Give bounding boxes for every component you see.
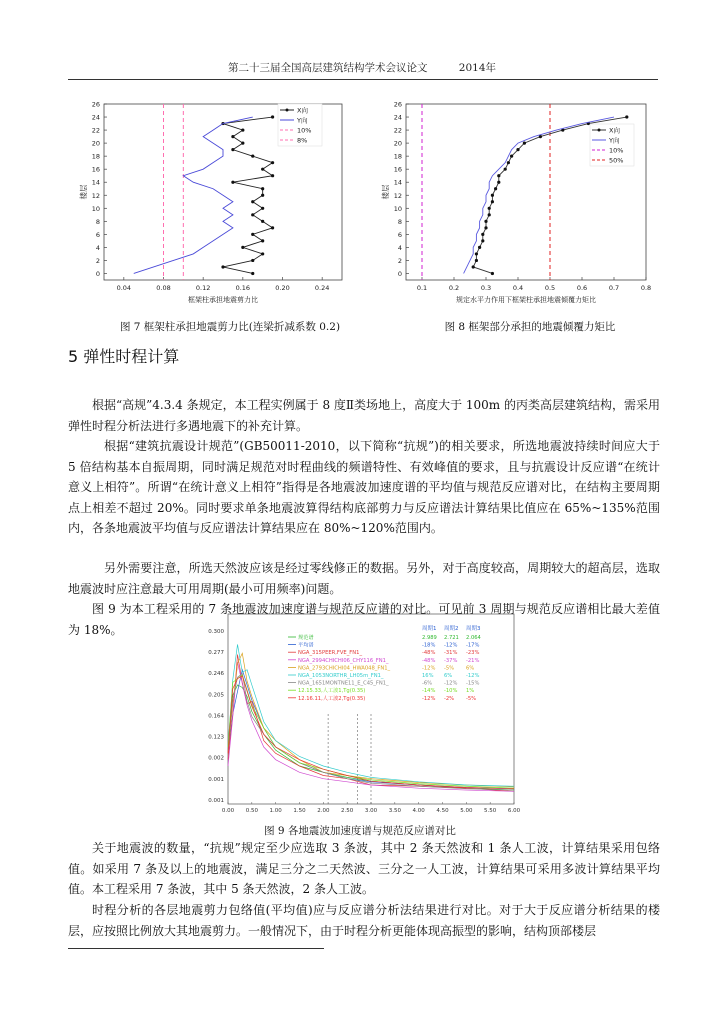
y-tick-label: 12 xyxy=(393,191,402,200)
y-tick-label: 26 xyxy=(393,100,402,109)
y-tick-label: 8 xyxy=(397,217,402,226)
y-tick-label: 0.205 xyxy=(208,692,224,699)
x-tick-label: 0.6 xyxy=(576,284,588,292)
data-point xyxy=(523,142,526,145)
x-tick-label: 0.24 xyxy=(314,284,330,292)
legend-value: -31% xyxy=(444,650,458,657)
figure-9-caption: 图 9 各地震波加速度谱与规范反应谱对比 xyxy=(264,825,456,837)
data-point xyxy=(221,265,224,268)
y-tick-label: 0.277 xyxy=(208,650,224,657)
legend-value: 1% xyxy=(466,688,475,695)
data-point xyxy=(491,200,494,203)
conference-title: 第二十三届全国高层建筑结构学术会议论文 xyxy=(227,62,428,74)
y-axis-label: 楼层 xyxy=(79,184,88,200)
x-tick-label: 0.2 xyxy=(448,284,460,292)
y-tick-label: 22 xyxy=(91,126,100,135)
data-point xyxy=(251,272,254,275)
x-tick-label: 0.1 xyxy=(416,284,428,292)
table-header: 周期2 xyxy=(444,626,459,632)
data-point xyxy=(494,187,497,190)
data-point xyxy=(488,207,491,210)
paragraph-2: 根据“建筑抗震设计规范”(GB50011-2010，以下简称“抗规”)的相关要求，所选地震波持续时间应大于 5 倍结构基本自振周期，同时满足规范对时程曲线的频谱特性、有效峰值的要求，且与抗震设计反应谱“在统计意义上相符”。所谓“在统计意义上相符”指得是各地震波加速度谱的平均值与规范反应谱对比，在结构主要周期点上相差不超过 20%。同时要求单条地震波算得结构底部剪力与反应谱法计算结果比值应在 65%~135%范围内，各条地震波平均值与反应谱法计算结果应在 80%~120%范围内。 xyxy=(68,439,660,535)
data-point xyxy=(231,181,234,184)
legend-value: 2.721 xyxy=(444,635,459,641)
legend-label: Y向 xyxy=(297,116,308,125)
data-point xyxy=(261,187,264,190)
data-point xyxy=(491,194,494,197)
y-tick-label: 6 xyxy=(397,230,402,239)
y-tick-label: 2 xyxy=(397,256,402,265)
x-tick-label: 4.50 xyxy=(436,808,449,814)
figure-8-caption: 图 8 框架部分承担的地震倾覆力矩比 xyxy=(444,321,616,333)
table-header: 周期3 xyxy=(466,626,481,632)
y-tick-label: 0.002 xyxy=(208,755,224,762)
x-tick-label: 0.00 xyxy=(221,808,235,814)
data-point xyxy=(241,128,244,131)
data-point xyxy=(271,174,274,177)
y-tick-label: 26 xyxy=(91,100,100,109)
figure-7-caption: 图 7 框架柱承担地震剪力比(连梁折减系数 0.2) xyxy=(119,321,341,333)
section-title: 5 弹性时程计算 xyxy=(68,347,180,366)
x-tick-label: 6.00 xyxy=(507,808,521,814)
paragraph-6: 时程分析的各层地震剪力包络值(平均值)应与反应谱分析法结果进行对比。对于大于反应谱分析结果的楼层，应按照比例放大其地震剪力。一般情况下，由于时程分析更能体现高振型的影响，结构顶部楼层 xyxy=(68,903,660,938)
legend-label: NGA_1053NORTHR_LH05m_FN1_ xyxy=(298,673,384,679)
data-point xyxy=(516,148,519,151)
figure-7-chart xyxy=(74,96,354,314)
legend-value: -21% xyxy=(466,657,480,664)
x-tick-label: 0.20 xyxy=(275,284,290,292)
data-point xyxy=(472,265,475,268)
data-point xyxy=(271,115,274,118)
legend-value: -18% xyxy=(422,642,436,649)
x-tick-label: 0.04 xyxy=(116,284,132,292)
x-tick-label: 1.50 xyxy=(293,808,306,814)
legend-value: -5% xyxy=(466,695,477,702)
y-tick-label: 14 xyxy=(91,178,100,187)
x-tick-label: 2.50 xyxy=(341,808,354,814)
y-tick-label: 0 xyxy=(95,269,100,278)
x-tick-label: 5.00 xyxy=(460,808,473,814)
y-tick-label: 0.300 xyxy=(208,629,224,635)
x-tick-label: 1.00 xyxy=(269,808,282,814)
series-line-X向 xyxy=(223,117,273,273)
legend-label: 50% xyxy=(609,156,624,165)
legend-value: -10% xyxy=(444,688,458,695)
legend-value: -14% xyxy=(422,688,436,695)
legend-value: -48% xyxy=(422,650,436,657)
data-point xyxy=(507,161,510,164)
y-tick-label: 14 xyxy=(393,178,402,187)
legend-value: 6% xyxy=(444,673,453,679)
x-tick-label: 0.3 xyxy=(480,284,492,292)
data-point xyxy=(251,259,254,262)
y-tick-label: 6 xyxy=(95,230,100,239)
legend-label: Y向 xyxy=(609,136,620,145)
y-tick-label: 0.164 xyxy=(208,713,224,720)
data-point xyxy=(231,148,234,151)
x-tick-label: 0.7 xyxy=(608,284,620,292)
y-tick-label: 12 xyxy=(91,191,100,200)
y-tick-label: 8 xyxy=(95,217,100,226)
legend-label: 平均谱 xyxy=(298,642,314,649)
data-point xyxy=(491,272,494,275)
legend-label: X向 xyxy=(297,106,308,115)
legend-value: -5% xyxy=(444,665,455,672)
legend-value: -2% xyxy=(444,695,455,702)
x-tick-label: 0.16 xyxy=(235,284,251,292)
series-line-Y向 xyxy=(134,117,253,273)
data-point xyxy=(488,213,491,216)
data-point xyxy=(241,142,244,145)
legend-label: X向 xyxy=(609,126,620,135)
y-tick-label: 20 xyxy=(91,139,100,148)
y-tick-label: 0.246 xyxy=(208,671,224,678)
legend-value: -12% xyxy=(466,673,480,679)
year: 2014年 xyxy=(458,62,497,74)
data-point xyxy=(261,239,264,242)
y-tick-label: 20 xyxy=(393,139,402,148)
legend-value: 6% xyxy=(466,665,475,672)
y-tick-label: 0.001 xyxy=(208,797,224,804)
legend-value: -12% xyxy=(422,665,436,672)
legend-label: NGA_315PEER,FVE_FN1_ xyxy=(298,650,363,657)
legend-label: 8% xyxy=(297,136,308,145)
x-tick-label: 0.08 xyxy=(156,284,171,292)
data-point xyxy=(271,226,274,229)
x-tick-label: 5.50 xyxy=(484,808,497,814)
data-point xyxy=(475,252,478,255)
x-tick-label: 0.4 xyxy=(512,284,524,292)
legend-marker xyxy=(286,109,289,112)
y-tick-label: 16 xyxy=(393,165,402,174)
paragraph-5: 关于地震波的数量，“抗规”规定至少应选取 3 条波，其中 2 条天然波和 1 条人工波，计算结果采用包络值。如采用 7 条及以上的地震波，满足三分之二天然波、三分之一人工波，计算结果可采用多波计算结果平均值。本工程采用 7 条波，其中 5 条天然波，2 条人工波。 xyxy=(68,841,660,896)
legend-label: 10% xyxy=(609,146,624,155)
data-point xyxy=(478,246,481,249)
x-tick-label: 4.00 xyxy=(412,808,425,814)
legend-label: 规范谱 xyxy=(298,635,314,641)
x-tick-label: 0.5 xyxy=(544,284,556,292)
data-point xyxy=(251,213,254,216)
paragraph-4: 图 9 为本工程采用的 7 条地震波加速度谱与规范反应谱的对比。可见前 3 周期与规范反应谱相比最大差值为 18%。 xyxy=(68,602,660,637)
legend-label: NGA_2793CHICHI04_HWA048_FN1_ xyxy=(298,665,391,672)
data-point xyxy=(475,259,478,262)
y-tick-label: 16 xyxy=(91,165,100,174)
legend-value: -6% xyxy=(422,680,433,687)
legend-value: -12% xyxy=(422,695,436,702)
paragraph-3: 另外需要注意，所选天然波应该是经过零线修正的数据。另外，对于高度较高，周期较大的超高层，选取地震波时应注意最大可用周期(最小可用频率)问题。 xyxy=(68,561,660,596)
data-point xyxy=(625,115,628,118)
y-tick-label: 24 xyxy=(91,113,100,122)
data-point xyxy=(497,174,500,177)
legend-value: 2.989 xyxy=(422,635,437,641)
legend-value: -12% xyxy=(444,680,458,687)
legend-label: NGA_2994CHICHI06_CHY116_FN1_ xyxy=(298,657,389,664)
y-tick-label: 10 xyxy=(393,204,402,213)
data-point xyxy=(241,246,244,249)
footnote-rule xyxy=(68,948,324,949)
legend-label: NGA_1651MONTNE11_E_C45_FN1_ xyxy=(298,680,389,687)
y-tick-label: 0.001 xyxy=(208,776,224,783)
y-tick-label: 0.123 xyxy=(208,734,224,741)
data-point xyxy=(510,155,513,158)
data-point xyxy=(261,207,264,210)
table-header: 周期1 xyxy=(422,626,437,632)
data-point xyxy=(271,161,274,164)
legend-value: 2.064 xyxy=(466,635,481,641)
y-tick-label: 18 xyxy=(91,152,100,161)
x-tick-label: 0.50 xyxy=(245,808,258,814)
y-axis-label: 楼层 xyxy=(381,184,390,200)
legend-value: -12% xyxy=(444,642,458,649)
figure-8-chart xyxy=(374,96,659,314)
data-point xyxy=(261,252,264,255)
x-tick-label: 0.8 xyxy=(640,284,652,292)
legend-value: 16% xyxy=(422,673,434,679)
y-tick-label: 22 xyxy=(393,126,402,135)
x-tick-label: 2.00 xyxy=(317,808,330,814)
y-tick-label: 24 xyxy=(393,113,402,122)
y-tick-label: 2 xyxy=(95,256,100,265)
data-point xyxy=(261,194,264,197)
legend-value: -48% xyxy=(422,657,436,664)
data-point xyxy=(251,155,254,158)
x-axis-label: 框架柱承担地震剪力比 xyxy=(188,296,258,304)
data-point xyxy=(261,168,264,171)
data-point xyxy=(481,239,484,242)
legend-label: 12.16.11,人工波2,Tg(0.35) xyxy=(298,695,366,702)
data-point xyxy=(484,220,487,223)
legend-label: 12.15.33,人工波1,Tg(0.35) xyxy=(298,688,366,695)
header-rule xyxy=(68,79,658,80)
data-point xyxy=(481,233,484,236)
legend-value: -37% xyxy=(444,657,458,664)
legend-value: -23% xyxy=(466,650,480,657)
y-tick-label: 18 xyxy=(393,152,402,161)
x-tick-label: 0.12 xyxy=(195,284,211,292)
legend-value: -17% xyxy=(466,642,480,649)
y-tick-label: 4 xyxy=(95,243,100,252)
data-point xyxy=(504,168,507,171)
x-axis-label: 规定水平力作用下框架柱承担地震倾覆力矩比 xyxy=(456,296,596,304)
data-point xyxy=(484,226,487,229)
y-tick-label: 10 xyxy=(91,204,100,213)
legend-label: 10% xyxy=(297,126,312,135)
paragraph-1: 根据“高规”4.3.4 条规定，本工程实例属于 8 度Ⅱ类场地上，高度大于 100m 的丙类高层建筑结构，需采用弹性时程分析法进行多遇地震下的补充计算。 xyxy=(68,398,660,433)
y-tick-label: 0 xyxy=(397,269,402,278)
x-tick-label: 3.50 xyxy=(388,808,401,814)
page-header xyxy=(0,60,724,75)
legend-value: -15% xyxy=(466,680,480,687)
data-point xyxy=(231,135,234,138)
x-tick-label: 3.00 xyxy=(364,808,378,814)
data-point xyxy=(251,233,254,236)
y-tick-label: 4 xyxy=(397,243,402,252)
data-point xyxy=(251,200,254,203)
legend-marker xyxy=(598,129,601,132)
figure-9-chart xyxy=(196,608,526,820)
data-point xyxy=(497,181,500,184)
data-point xyxy=(261,220,264,223)
